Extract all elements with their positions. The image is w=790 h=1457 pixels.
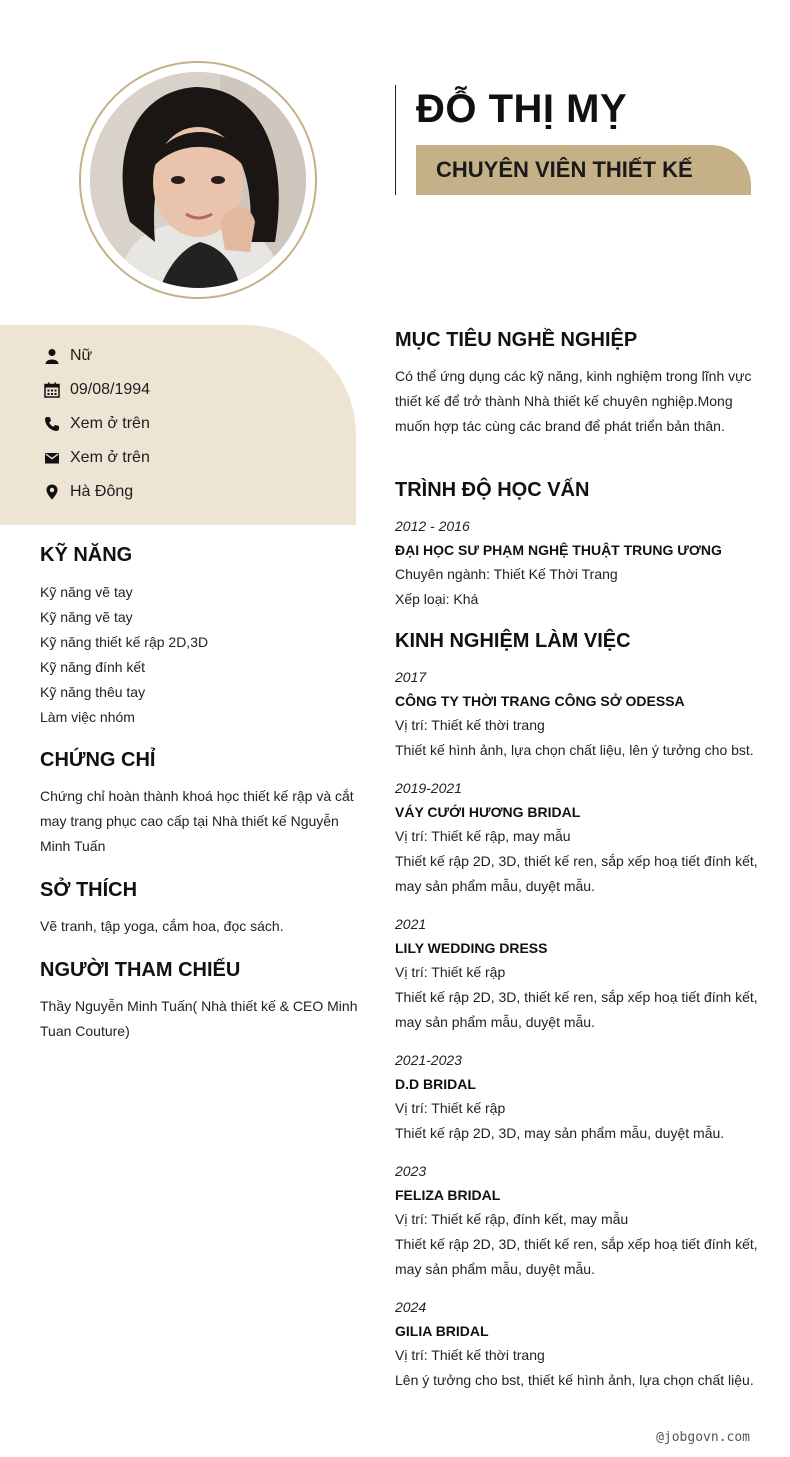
experience-entry bbox=[395, 666, 760, 763]
experience-company: D.D BRIDAL bbox=[395, 1076, 476, 1092]
certificates-heading: CHỨNG CHỈ bbox=[40, 749, 156, 771]
email-text: Xem ở trên bbox=[70, 449, 150, 466]
experience-position: Vị trí: Thiết kế rập, may mẫu bbox=[395, 828, 571, 844]
experience-entry bbox=[395, 1296, 760, 1393]
contact-panel bbox=[0, 325, 356, 525]
gender-text: Nữ bbox=[70, 347, 93, 364]
education-heading: TRÌNH ĐỘ HỌC VẤN bbox=[395, 479, 590, 501]
education-school: ĐẠI HỌC SƯ PHẠM NGHỆ THUẬT TRUNG ƯƠNG bbox=[395, 542, 722, 558]
experience-position: Vị trí: Thiết kế rập bbox=[395, 1100, 506, 1116]
experience-description: Thiết kế hình ảnh, lựa chọn chất liệu, lên ý tưởng cho bst. bbox=[395, 742, 754, 758]
experience-company: VÁY CƯỚI HƯƠNG BRIDAL bbox=[395, 804, 581, 820]
phone-icon bbox=[40, 412, 64, 436]
footer-watermark: @jobgovn.com bbox=[656, 1430, 750, 1445]
skill-item: Làm việc nhóm bbox=[40, 709, 135, 725]
education-major: Chuyên ngành: Thiết Kế Thời Trang bbox=[395, 566, 618, 582]
experience-description: Thiết kế rập 2D, 3D, thiết kế ren, sắp xếp hoạ tiết đính kết, may sản phẩm mẫu, duyệt mẫu. bbox=[395, 1236, 758, 1277]
contact-email bbox=[40, 446, 150, 470]
experience-date: 2024 bbox=[395, 1299, 427, 1315]
candidate-name: ĐỖ THỊ MỴ bbox=[416, 87, 628, 131]
experience-date: 2021-2023 bbox=[395, 1052, 462, 1068]
skill-item: Kỹ năng thiết kế rập 2D,3D bbox=[40, 634, 209, 650]
profile-photo bbox=[90, 72, 306, 288]
education-grade: Xếp loại: Khá bbox=[395, 591, 479, 607]
experience-entry bbox=[395, 777, 760, 899]
phone-text: Xem ở trên bbox=[70, 415, 150, 432]
experience-position: Vị trí: Thiết kế thời trang bbox=[395, 1347, 545, 1363]
job-title-banner bbox=[416, 145, 751, 195]
references-heading: NGƯỜI THAM CHIẾU bbox=[40, 959, 241, 981]
certificates-text: Chứng chỉ hoàn thành khoá học thiết kế rập và cắt may trang phục cao cấp tại Nhà thiết kế Nguyễn Minh Tuấn bbox=[40, 788, 354, 854]
contact-birthday bbox=[40, 378, 150, 402]
experience-entry bbox=[395, 913, 760, 1035]
education-date: 2012 - 2016 bbox=[395, 518, 470, 534]
person-icon bbox=[40, 344, 64, 368]
hobbies-heading: SỞ THÍCH bbox=[40, 879, 138, 901]
experience-description: Thiết kế rập 2D, 3D, thiết kế ren, sắp xếp hoạ tiết đính kết, may sản phẩm mẫu, duyệt mẫu. bbox=[395, 853, 758, 894]
references-text: Thầy Nguyễn Minh Tuấn( Nhà thiết kế & CEO Minh Tuan Couture) bbox=[40, 998, 358, 1039]
calendar-icon bbox=[40, 378, 64, 402]
experience-entry bbox=[395, 1049, 760, 1146]
experience-description: Lên ý tưởng cho bst, thiết kế hình ảnh, lựa chọn chất liệu. bbox=[395, 1372, 754, 1388]
objective-heading: MỤC TIÊU NGHỀ NGHIỆP bbox=[395, 329, 638, 351]
experience-date: 2023 bbox=[395, 1163, 427, 1179]
skill-item: Kỹ năng vẽ tay bbox=[40, 584, 133, 600]
email-icon bbox=[40, 446, 64, 470]
location-pin-icon bbox=[40, 480, 64, 504]
skill-item: Kỹ năng đính kết bbox=[40, 659, 146, 675]
birthday-text: 09/08/1994 bbox=[70, 381, 151, 398]
address-text: Hà Đông bbox=[70, 483, 134, 500]
hobbies-text: Vẽ tranh, tập yoga, cắm hoa, đọc sách. bbox=[40, 918, 284, 934]
contact-phone bbox=[40, 412, 150, 436]
experience-position: Vị trí: Thiết kế rập, đính kết, may mẫu bbox=[395, 1211, 629, 1227]
skills-heading: KỸ NĂNG bbox=[40, 544, 133, 566]
header-name-block bbox=[395, 85, 750, 195]
contact-address bbox=[40, 480, 133, 504]
objective-text: Có thể ứng dụng các kỹ năng, kinh nghiệm trong lĩnh vực thiết kế để trở thành Nhà thiết kế chuyên nghiệp.Mong muốn hợp tác cùng các brand để phát triển bản thân. bbox=[395, 368, 752, 434]
experience-company: GILIA BRIDAL bbox=[395, 1323, 489, 1339]
experience-position: Vị trí: Thiết kế thời trang bbox=[395, 717, 545, 733]
experience-entry bbox=[395, 1160, 760, 1282]
experience-date: 2017 bbox=[395, 669, 427, 685]
experience-position: Vị trí: Thiết kế rập bbox=[395, 964, 506, 980]
skill-item: Kỹ năng vẽ tay bbox=[40, 609, 133, 625]
experience-description: Thiết kế rập 2D, 3D, may sản phẩm mẫu, duyệt mẫu. bbox=[395, 1125, 725, 1141]
experience-company: LILY WEDDING DRESS bbox=[395, 940, 548, 956]
profile-photo-frame bbox=[79, 61, 317, 299]
contact-gender bbox=[40, 344, 92, 368]
experience-heading: KINH NGHIỆM LÀM VIỆC bbox=[395, 630, 631, 652]
job-title: CHUYÊN VIÊN THIẾT KẾ bbox=[436, 157, 693, 182]
experience-date: 2021 bbox=[395, 916, 427, 932]
experience-description: Thiết kế rập 2D, 3D, thiết kế ren, sắp xếp hoạ tiết đính kết, may sản phẩm mẫu, duyệt mẫu. bbox=[395, 989, 758, 1030]
education-entry bbox=[395, 515, 760, 612]
skill-item: Kỹ năng thêu tay bbox=[40, 684, 146, 700]
experience-date: 2019-2021 bbox=[395, 780, 462, 796]
experience-company: CÔNG TY THỜI TRANG CÔNG SỞ ODESSA bbox=[395, 693, 685, 709]
experience-company: FELIZA BRIDAL bbox=[395, 1187, 501, 1203]
